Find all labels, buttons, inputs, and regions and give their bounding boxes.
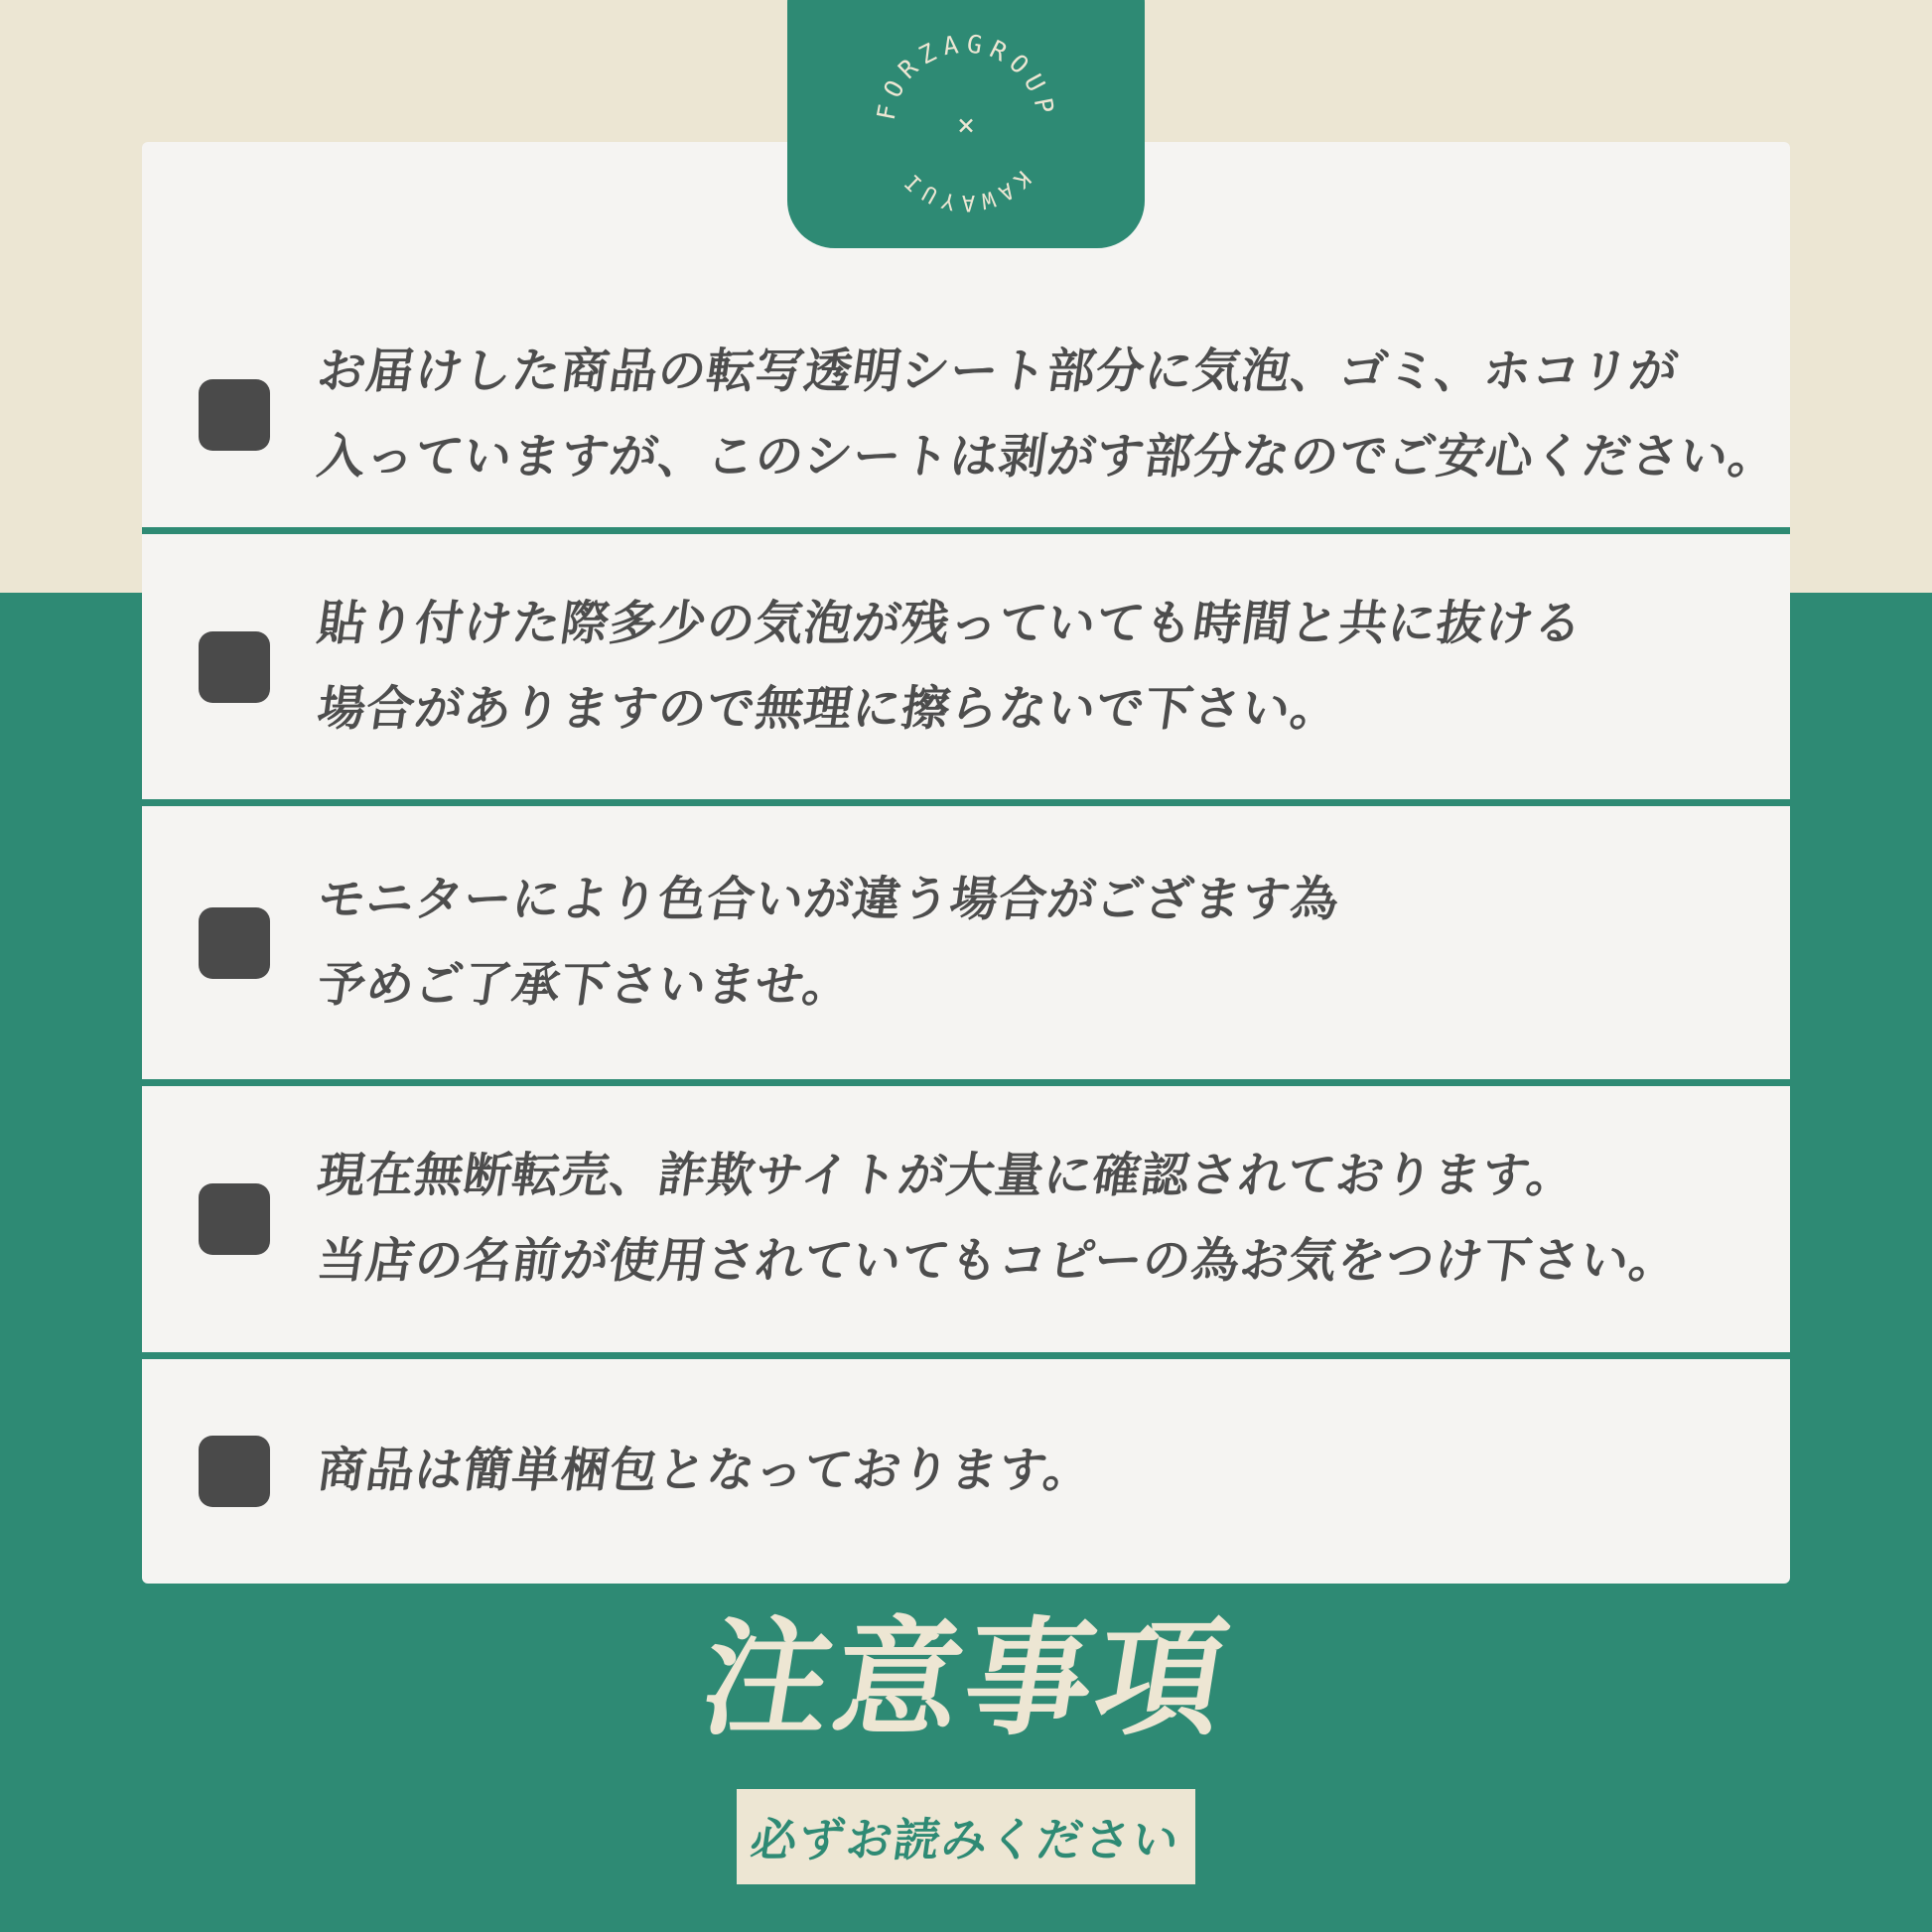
notice-item-3 — [142, 806, 1790, 1079]
notices-card — [142, 142, 1790, 1584]
logo-x-separator: × — [956, 108, 976, 143]
logo-text-bottom: KAWAYUI — [897, 165, 1035, 215]
notice-1-line-1: お届けした商品の転写透明シート部分に気泡、ゴミ、ホコリが — [314, 345, 1682, 398]
notice-item-5 — [142, 1359, 1790, 1584]
notice-4-line-1: 現在無断転売、詐欺サイトが大量に確認されております。 — [314, 1150, 1580, 1202]
teal-divider — [142, 799, 1790, 806]
notice-2-line-1: 貼り付けた際多少の気泡が残っていても時間と共に抜ける — [314, 597, 1587, 650]
notice-1-text — [314, 330, 1781, 500]
notice-1-line-2: 入っていますが、このシートは剥がす部分なのでご安心ください。 — [314, 431, 1781, 483]
notice-2-line-2: 場合がありますので無理に擦らないで下さい。 — [314, 682, 1343, 736]
notice-item-2 — [142, 534, 1790, 799]
must-read-badge — [737, 1789, 1195, 1884]
logo-text-top: FORZAGROUP — [871, 29, 1061, 123]
checkbox-square-icon — [199, 1436, 270, 1507]
notice-2-text — [314, 582, 1587, 753]
notice-5-line-1: 商品は簡単梱包となっております。 — [314, 1445, 1096, 1497]
teal-divider — [142, 1352, 1790, 1359]
notice-4-text — [314, 1134, 1682, 1305]
checkbox-square-icon — [199, 379, 270, 451]
teal-divider — [142, 527, 1790, 534]
checkbox-square-icon — [199, 631, 270, 703]
page-title-text: 注意事項 — [692, 1608, 1240, 1750]
notice-3-text — [314, 858, 1343, 1029]
page-title — [0, 1610, 1932, 1749]
notice-item-4 — [142, 1086, 1790, 1352]
checkbox-square-icon — [199, 1183, 270, 1255]
notice-4-line-2: 当店の名前が使用されていてもコピーの為お気をつけ下さい。 — [314, 1235, 1682, 1288]
checkbox-square-icon — [199, 907, 270, 979]
brand-logo-badge — [787, 0, 1145, 248]
notice-3-line-2: 予めご了承下さいませ。 — [314, 958, 856, 1012]
circular-logo-icon — [787, 0, 1145, 248]
must-read-badge-label: 必ずお読みください — [747, 1814, 1184, 1865]
notice-3-line-1: モニターにより色合いが違う場合がござます為 — [314, 873, 1343, 926]
teal-divider — [142, 1079, 1790, 1086]
notice-5-text — [314, 1429, 1096, 1514]
